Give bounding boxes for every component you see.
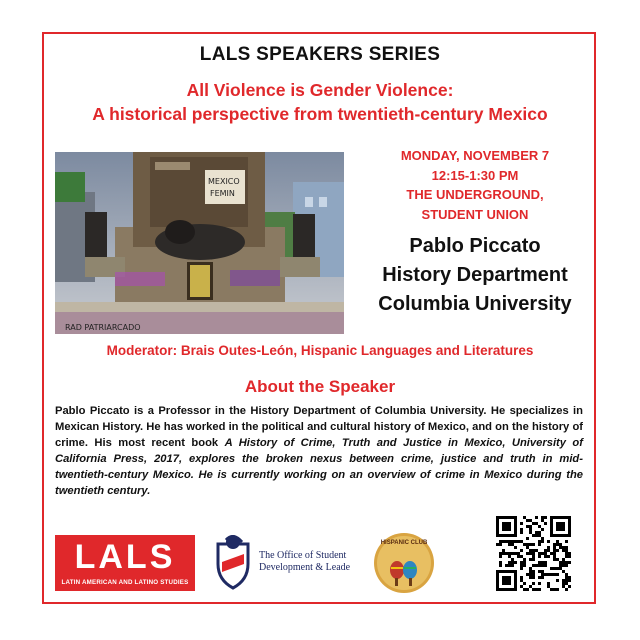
series-title: LALS SPEAKERS SERIES	[199, 44, 441, 65]
speaker-university: Columbia University	[378, 293, 572, 315]
hispanic-club-label: HISPANIC CLUB	[380, 540, 428, 546]
event-date: MONDAY, NOVEMBER 7	[400, 148, 550, 163]
shield-icon	[212, 534, 254, 592]
lals-logo-subtitle: LATIN AMERICAN AND LATINO STUDIES	[61, 579, 189, 586]
event-location-line1: THE UNDERGROUND,	[406, 187, 544, 202]
hispanic-club-logo	[373, 532, 435, 594]
qr-code[interactable]	[496, 516, 571, 591]
student-development-logo	[212, 534, 372, 592]
speaker-info	[345, 232, 605, 319]
speaker-bio	[55, 403, 583, 499]
event-time: 12:15-1:30 PM	[431, 167, 519, 183]
moderator-line: Moderator: Brais Outes-León, Hispanic Languages and Literatures	[106, 343, 534, 358]
student-development-line1: The Office of Student	[259, 550, 347, 561]
event-details	[365, 146, 585, 224]
svg-text:MEXICO: MEXICO	[208, 177, 240, 186]
lals-logo	[55, 535, 195, 591]
event-location-line2: STUDENT UNION	[421, 206, 529, 222]
talk-title-line1: All Violence is Gender Violence:	[186, 80, 454, 100]
svg-text:RAD PATRIARCADO: RAD PATRIARCADO	[65, 323, 141, 332]
bio-text: Pablo Piccato is a Professor in the History Department of Columbia University. He specializes in Mexican History. He has worked in the political and cultural history of Mexico, and on the history of crime. His most recent book	[55, 405, 583, 449]
monument-photo	[55, 152, 344, 334]
speaker-name: Pablo Piccato	[409, 235, 541, 257]
about-heading: About the Speaker	[244, 377, 396, 396]
lals-logo-text: LALS	[74, 538, 176, 576]
talk-title-line2: A historical perspective from twentieth-century Mexico	[92, 104, 548, 124]
student-development-line2: Development & Leade	[259, 562, 351, 573]
student-development-text	[259, 550, 379, 574]
bio-italic-text: A History of Crime, Truth and Justice in Mexico, University of California Press, 2017, explores the broken nexus between crime, justice and truth in mid-twentieth-century Mexico. He is currently working on an overview of crime in Mexico during the twentieth century.	[55, 437, 583, 497]
speaker-department: History Department	[382, 264, 568, 286]
svg-text:FEMIN: FEMIN	[210, 189, 235, 198]
